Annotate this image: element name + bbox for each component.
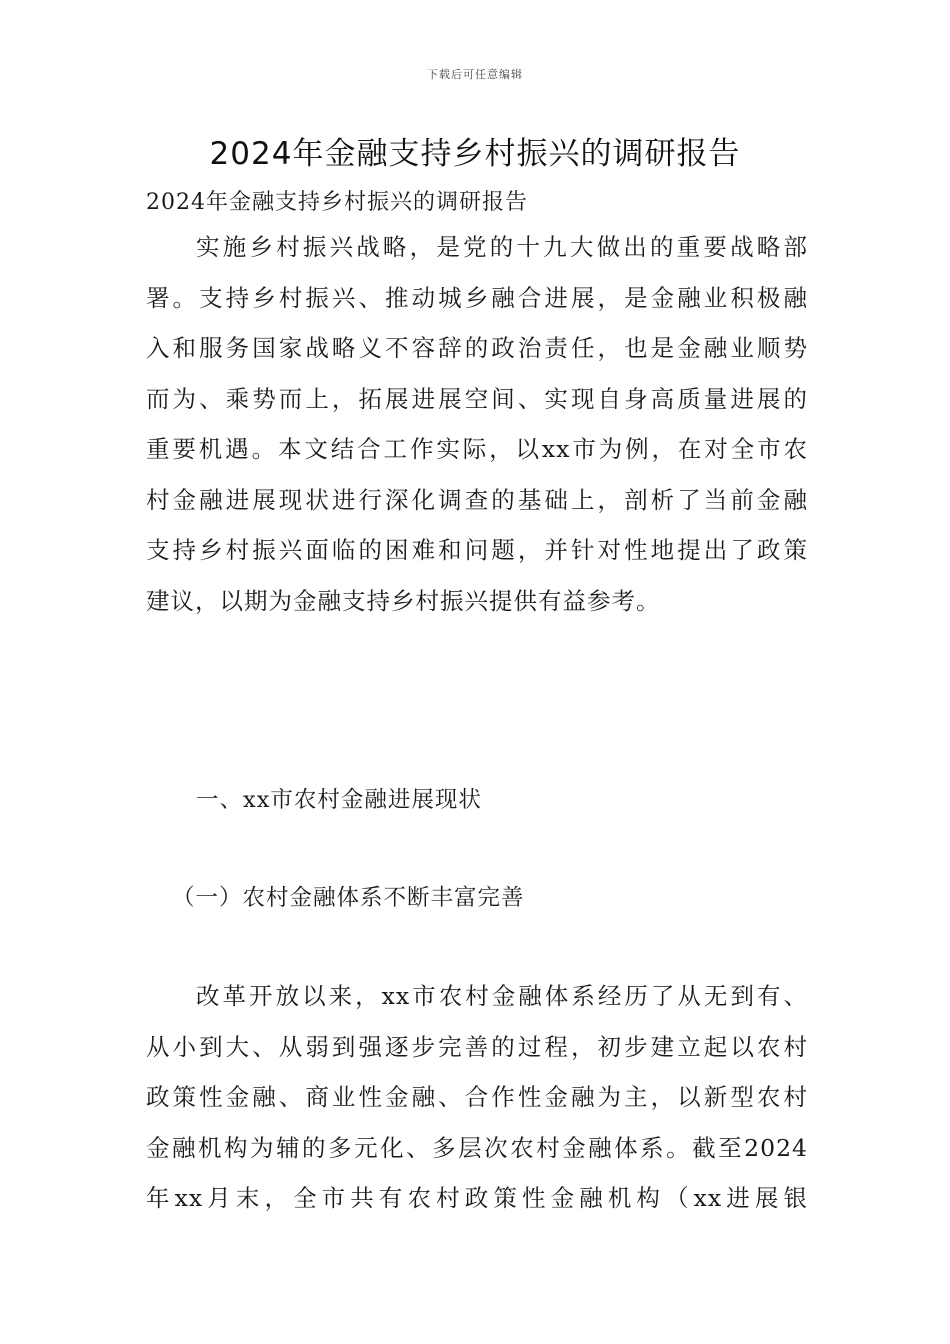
body-line: 从小到大、从弱到强逐步完善的过程，初步建立起以农村: [146, 1032, 808, 1061]
intro-line: 入和服务国家战略义不容辞的政治责任，也是金融业顺势: [146, 334, 808, 362]
intro-line: 署。支持乡村振兴、推动城乡融合进展，是金融业积极融: [146, 283, 808, 312]
intro-line: 建议，以期为金融支持乡村振兴提供有益参考。: [146, 586, 661, 615]
intro-line: 而为、乘势而上，拓展进展空间、实现自身高质量进展的: [146, 384, 808, 413]
document-title: 2024年金融支持乡村振兴的调研报告: [209, 136, 741, 172]
body-paragraph: [146, 971, 808, 1224]
body-line: 金融机构为辅的多元化、多层次农村金融体系。截至2024: [146, 1133, 808, 1162]
body-line: 改革开放以来，xx市农村金融体系经历了从无到有、: [196, 982, 808, 1010]
intro-line: 村金融进展现状进行深化调查的基础上，剖析了当前金融: [146, 485, 808, 514]
subsection-heading-1: （一）农村金融体系不断丰富完善: [172, 885, 525, 911]
section-heading-1: 一、xx市农村金融进展现状: [196, 787, 482, 813]
body-line: 政策性金融、商业性金融、合作性金融为主，以新型农村: [146, 1083, 808, 1111]
body-line: 年xx月末，全市共有农村政策性金融机构（xx进展银: [146, 1184, 808, 1212]
intro-line: 重要机遇。本文结合工作实际，以xx市为例，在对全市农: [146, 435, 808, 463]
intro-line: 实施乡村振兴战略，是党的十九大做出的重要战略部: [196, 233, 808, 261]
document-subtitle: 2024年金融支持乡村振兴的调研报告: [146, 190, 528, 215]
intro-paragraph: [146, 222, 808, 626]
header-note: 下载后可任意编辑: [427, 68, 523, 81]
intro-line: 支持乡村振兴面临的困难和问题，并针对性地提出了政策: [146, 536, 808, 564]
